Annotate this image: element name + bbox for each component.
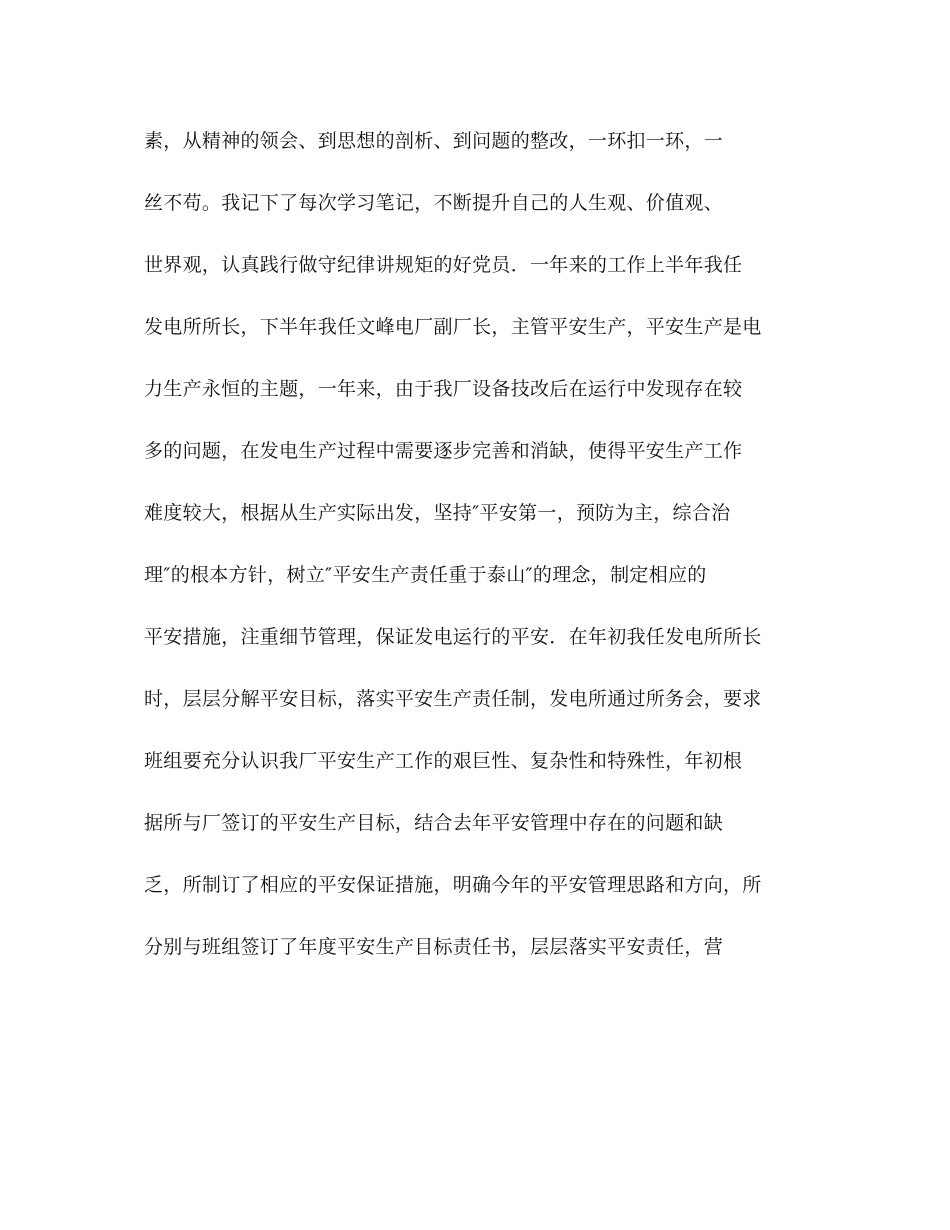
text-line: 丝不苟。我记下了每次学习笔记，不断提升自己的人生观、价值观、 (144, 192, 724, 214)
text-line: 世界观，认真践行做守纪律讲规矩的好党员．一年来的工作上半年我任 (144, 254, 743, 276)
text-line: 难度较大，根据从生产实际出发，坚持″平安第一，预防为主，综合治 (144, 502, 731, 524)
text-line: 班组要充分认识我厂平安生产工作的艰巨性、复杂性和特殊性，年初根 (144, 750, 743, 772)
text-line: 发电所所长，下半年我任文峰电厂副厂长，主管平安生产，平安生产是电 (144, 316, 762, 338)
text-line: 分别与班组签订了年度平安生产目标责任书，层层落实平安责任，营 (144, 936, 724, 958)
body-text (144, 119, 814, 987)
text-line: 乏，所制订了相应的平安保证措施，明确今年的平安管理思路和方向，所 (144, 874, 762, 896)
text-line: 平安措施，注重细节管理，保证发电运行的平安．在年初我任发电所所长 (144, 626, 762, 648)
text-line: 时，层层分解平安目标，落实平安生产责任制，发电所通过所务会，要求 (144, 688, 762, 710)
text-line: 多的问题，在发电生产过程中需要逐步完善和消缺，使得平安生产工作 (144, 440, 743, 462)
text-line: 理″的根本方针，树立″平安生产责任重于泰山″的理念，制定相应的 (144, 564, 707, 586)
text-line: 力生产永恒的主题，一年来，由于我厂设备技改后在运行中发现存在较 (144, 378, 743, 400)
text-line: 素，从精神的领会、到思想的剖析、到问题的整改，一环扣一环，一 (144, 130, 724, 152)
text-line: 据所与厂签订的平安生产目标，结合去年平安管理中存在的问题和缺 (144, 812, 724, 834)
